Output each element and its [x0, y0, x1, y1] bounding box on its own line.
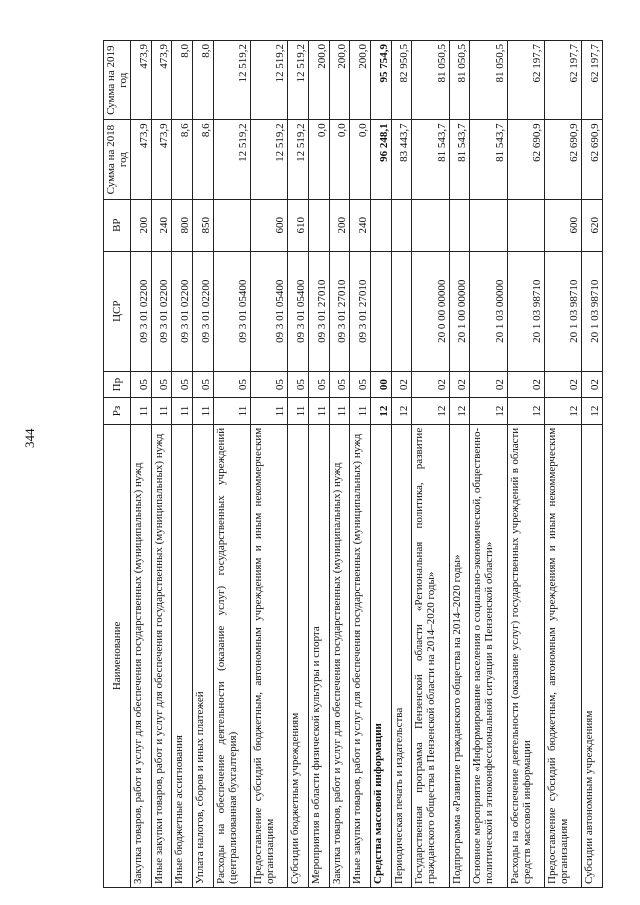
cell-csr: 09 3 01 05400: [288, 251, 309, 371]
table-header-row: [104, 41, 131, 888]
cell-pr: 05: [193, 371, 214, 397]
cell-csr: 20 1 03 98710: [544, 251, 581, 371]
cell-sum-2018: 12 519,2: [213, 120, 250, 199]
table-row: [308, 41, 329, 888]
cell-rz: 11: [213, 398, 250, 424]
cell-csr: 20 1 03 00000: [470, 251, 507, 371]
cell-sum-2019: 200,0: [329, 41, 350, 120]
cell-pr: 05: [172, 371, 193, 397]
cell-vr: 620: [582, 199, 603, 251]
cell-vr: 600: [251, 199, 288, 251]
cell-vr: 240: [350, 199, 371, 251]
cell-name: Уплата налогов, сборов и иных платежей: [193, 424, 214, 887]
cell-csr: 20 1 00 00000: [449, 251, 470, 371]
cell-sum-2018: 0,0: [350, 120, 371, 199]
header-rz: Рз: [104, 398, 131, 424]
cell-name: Субсидии автономным учреждениям: [582, 424, 603, 887]
cell-sum-2019: 81 050,5: [470, 41, 507, 120]
header-name: Наименование: [104, 424, 131, 887]
cell-vr: [308, 199, 329, 251]
cell-sum-2018: 81 543,7: [470, 120, 507, 199]
cell-sum-2019: 62 197,7: [582, 41, 603, 120]
cell-pr: 05: [329, 371, 350, 397]
cell-sum-2019: 200,0: [308, 41, 329, 120]
cell-sum-2018: 12 519,2: [251, 120, 288, 199]
cell-rz: 12: [507, 398, 544, 424]
cell-vr: [391, 199, 412, 251]
table-row: [544, 41, 581, 888]
cell-sum-2018: 473,9: [131, 120, 152, 199]
cell-sum-2019: 8,0: [172, 41, 193, 120]
cell-pr: 02: [449, 371, 470, 397]
cell-sum-2018: 96 248,1: [371, 120, 392, 199]
page-number: 344: [22, 428, 37, 448]
cell-pr: 05: [288, 371, 309, 397]
cell-name: Иные закупки товаров, работ и услуг для обеспечения государственных (муниципальных) нужд: [350, 424, 371, 887]
cell-name: Иные закупки товаров, работ и услуг для обеспечения государственных (муниципальных) нужд: [151, 424, 172, 887]
header-sum-2018: Сумма на 2018 год: [104, 120, 131, 199]
cell-pr: 05: [131, 371, 152, 397]
table-row: [329, 41, 350, 888]
cell-vr: 600: [544, 199, 581, 251]
cell-name: Закупка товаров, работ и услуг для обеспечения государственных (муниципальных) нужд: [131, 424, 152, 887]
cell-sum-2018: 81 543,7: [449, 120, 470, 199]
cell-rz: 12: [470, 398, 507, 424]
cell-rz: 12: [371, 398, 392, 424]
cell-pr: 02: [544, 371, 581, 397]
budget-table: [103, 40, 603, 888]
cell-sum-2019: 62 197,7: [507, 41, 544, 120]
cell-sum-2018: 8,6: [193, 120, 214, 199]
cell-name: Подпрограмма «Развитие гражданского общества на 2014–2020 годы»: [449, 424, 470, 887]
cell-sum-2019: 82 950,5: [391, 41, 412, 120]
table-body: [131, 41, 603, 888]
cell-csr: [371, 251, 392, 371]
cell-vr: [449, 199, 470, 251]
table-row: [412, 41, 449, 888]
cell-sum-2018: 62 690,9: [544, 120, 581, 199]
budget-table-container: [103, 40, 603, 888]
cell-csr: 20 0 00 00000: [412, 251, 449, 371]
cell-pr: 05: [251, 371, 288, 397]
cell-pr: 00: [371, 371, 392, 397]
cell-vr: 240: [151, 199, 172, 251]
cell-csr: 09 3 01 05400: [213, 251, 250, 371]
cell-csr: 09 3 01 05400: [251, 251, 288, 371]
cell-sum-2018: 0,0: [308, 120, 329, 199]
cell-rz: 11: [131, 398, 152, 424]
header-csr: ЦСР: [104, 251, 131, 371]
cell-vr: 850: [193, 199, 214, 251]
cell-rz: 12: [391, 398, 412, 424]
cell-name: Основное мероприятие «Информирование населения о социально-экономической, общественно-политической и этноконфессиональной ситуации в Пензенской области»: [470, 424, 507, 887]
cell-name: Предоставление субсидий бюджетным, автономным учреждениям и иным некоммерческим организациям: [544, 424, 581, 887]
cell-vr: 800: [172, 199, 193, 251]
cell-sum-2019: 95 754,9: [371, 41, 392, 120]
cell-csr: 20 1 03 98710: [582, 251, 603, 371]
table-row: [507, 41, 544, 888]
cell-vr: 200: [329, 199, 350, 251]
cell-name: Субсидии бюджетным учреждениям: [288, 424, 309, 887]
cell-name: Закупка товаров, работ и услуг для обеспечения государственных (муниципальных) нужд: [329, 424, 350, 887]
cell-sum-2018: 62 690,9: [582, 120, 603, 199]
cell-csr: [391, 251, 412, 371]
cell-rz: 11: [172, 398, 193, 424]
cell-sum-2019: 81 050,5: [449, 41, 470, 120]
table-row: [172, 41, 193, 888]
cell-rz: 12: [582, 398, 603, 424]
table-row: [371, 41, 392, 888]
cell-sum-2019: 12 519,2: [213, 41, 250, 120]
cell-sum-2018: 62 690,9: [507, 120, 544, 199]
cell-sum-2018: 8,6: [172, 120, 193, 199]
cell-name: Государственная программа Пензенской области «Региональная политика, развитие гражданского общества в Пензенской области на 2014–2020 годы»: [412, 424, 449, 887]
cell-rz: 11: [329, 398, 350, 424]
table-row: [350, 41, 371, 888]
table-row: [582, 41, 603, 888]
cell-sum-2018: 83 443,7: [391, 120, 412, 199]
cell-vr: [507, 199, 544, 251]
cell-pr: 02: [507, 371, 544, 397]
cell-rz: 12: [449, 398, 470, 424]
cell-vr: 610: [288, 199, 309, 251]
cell-rz: 11: [251, 398, 288, 424]
cell-sum-2019: 62 197,7: [544, 41, 581, 120]
cell-name: Мероприятия в области физической культуры и спорта: [308, 424, 329, 887]
cell-sum-2018: 12 519,2: [288, 120, 309, 199]
cell-pr: 02: [412, 371, 449, 397]
cell-csr: 09 3 01 27010: [329, 251, 350, 371]
cell-rz: 12: [412, 398, 449, 424]
cell-sum-2019: 473,9: [131, 41, 152, 120]
cell-csr: 09 3 01 02200: [172, 251, 193, 371]
cell-vr: [412, 199, 449, 251]
header-pr: Пр: [104, 371, 131, 397]
cell-sum-2018: 473,9: [151, 120, 172, 199]
cell-vr: 200: [131, 199, 152, 251]
cell-sum-2018: 81 543,7: [412, 120, 449, 199]
cell-rz: 11: [308, 398, 329, 424]
cell-pr: 02: [391, 371, 412, 397]
cell-pr: 02: [582, 371, 603, 397]
cell-sum-2019: 473,9: [151, 41, 172, 120]
table-row: [213, 41, 250, 888]
cell-sum-2019: 12 519,2: [288, 41, 309, 120]
cell-vr: [371, 199, 392, 251]
table-row: [391, 41, 412, 888]
cell-sum-2019: 12 519,2: [251, 41, 288, 120]
cell-name: Предоставление субсидий бюджетным, автономным учреждениям и иным некоммерческим организациям: [251, 424, 288, 887]
cell-rz: 11: [350, 398, 371, 424]
cell-name: Периодическая печать и издательства: [391, 424, 412, 887]
cell-sum-2019: 8,0: [193, 41, 214, 120]
cell-csr: 09 3 01 02200: [193, 251, 214, 371]
table-row: [449, 41, 470, 888]
cell-pr: 05: [308, 371, 329, 397]
cell-csr: 09 3 01 02200: [131, 251, 152, 371]
table-row: [131, 41, 152, 888]
cell-rz: 11: [151, 398, 172, 424]
cell-sum-2019: 81 050,5: [412, 41, 449, 120]
cell-pr: 02: [470, 371, 507, 397]
cell-pr: 05: [151, 371, 172, 397]
cell-pr: 05: [213, 371, 250, 397]
cell-csr: 09 3 01 02200: [151, 251, 172, 371]
cell-csr: 09 3 01 27010: [350, 251, 371, 371]
cell-rz: 11: [288, 398, 309, 424]
cell-name: Расходы на обеспечение деятельности (оказание услуг) государственных учреждений в области средств массовой информации: [507, 424, 544, 887]
cell-csr: 09 3 01 27010: [308, 251, 329, 371]
cell-vr: [213, 199, 250, 251]
cell-rz: 11: [193, 398, 214, 424]
header-vr: ВР: [104, 199, 131, 251]
table-row: [470, 41, 507, 888]
table-row: [288, 41, 309, 888]
table-row: [151, 41, 172, 888]
cell-name: Иные бюджетные ассигнования: [172, 424, 193, 887]
cell-vr: [470, 199, 507, 251]
cell-sum-2019: 200,0: [350, 41, 371, 120]
table-row: [251, 41, 288, 888]
cell-name: Расходы на обеспечение деятельности (оказание услуг) государственных учреждений (централизованная бухгалтерия): [213, 424, 250, 887]
cell-rz: 12: [544, 398, 581, 424]
cell-csr: 20 1 03 98710: [507, 251, 544, 371]
cell-pr: 05: [350, 371, 371, 397]
table-row: [193, 41, 214, 888]
header-sum-2019: Сумма на 2019 год: [104, 41, 131, 120]
cell-sum-2018: 0,0: [329, 120, 350, 199]
cell-name: Средства массовой информации: [371, 424, 392, 887]
